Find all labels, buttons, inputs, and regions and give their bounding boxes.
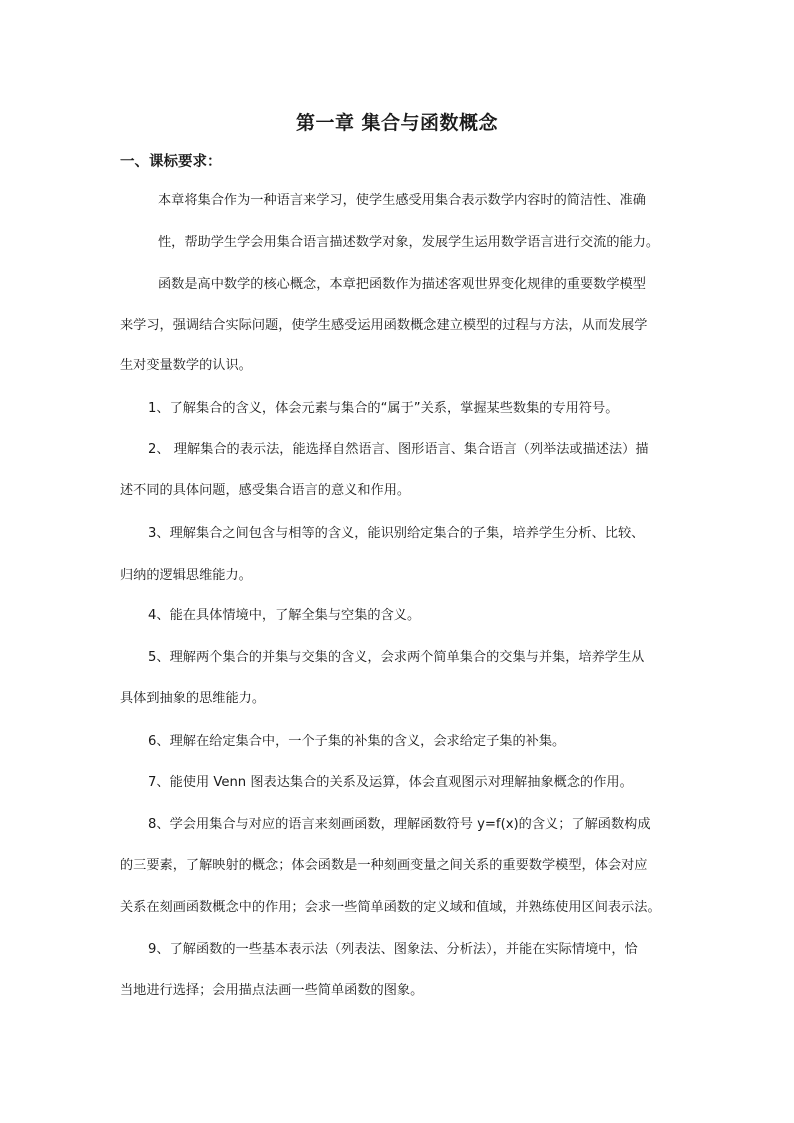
list-item-line: 8、学会用集合与对应的语言来刻画函数，理解函数符号 y=f(x)的含义；了解函数构成 bbox=[148, 817, 651, 832]
list-item-line: 当地进行选择；会用描点法画一些简单函数的图象。 bbox=[120, 983, 424, 998]
list-item-line: 2、 理解集合的表示法，能选择自然语言、图形语言、集合语言（列举法或描述法）描 bbox=[148, 442, 649, 457]
list-item-line: 6、理解在给定集合中，一个子集的补集的含义，会求给定子集的补集。 bbox=[148, 734, 566, 749]
list-item-line: 的三要素，了解映射的概念；体会函数是一种刻画变量之间关系的重要数学模型，体会对应 bbox=[120, 858, 648, 873]
section-heading: 一、课标要求： bbox=[120, 154, 222, 170]
paragraph-line: 生对变量数学的认识。 bbox=[120, 358, 252, 373]
list-item-line: 4、能在具体情境中，了解全集与空集的含义。 bbox=[148, 608, 421, 623]
list-item-line: 1、了解集合的含义，体会元素与集合的“属于”关系，掌握某些数集的专用符号。 bbox=[148, 401, 619, 416]
list-item-line: 7、能使用 Venn 图表达集合的关系及运算，体会直观图示对理解抽象概念的作用。 bbox=[148, 775, 633, 790]
paragraph-line: 函数是高中数学的核心概念，本章把函数作为描述客观世界变化规律的重要数学模型 bbox=[158, 277, 646, 292]
chapter-title: 第一章 集合与函数概念 bbox=[295, 112, 499, 134]
list-item-line: 5、理解两个集合的并集与交集的含义，会求两个简单集合的交集与并集，培养学生从 bbox=[148, 650, 645, 665]
list-item-line: 3、理解集合之间包含与相等的含义，能识别给定集合的子集，培养学生分析、比较、 bbox=[148, 526, 645, 541]
paragraph-line: 本章将集合作为一种语言来学习，使学生感受用集合表示数学内容时的简洁性、准确 bbox=[158, 193, 646, 208]
list-item-line: 具体到抽象的思维能力。 bbox=[120, 691, 266, 706]
paragraph-line: 性，帮助学生学会用集合语言描述数学对象，发展学生运用数学语言进行交流的能力。 bbox=[158, 235, 660, 250]
paragraph-line: 来学习，强调结合实际问题，使学生感受运用函数概念建立模型的过程与方法，从而发展学 bbox=[120, 318, 648, 333]
list-item-line: 9、了解函数的一些基本表示法（列表法、图象法、分析法），并能在实际情境中，恰 bbox=[148, 942, 638, 957]
list-item-line: 关系在刻画函数概念中的作用；会求一些简单函数的定义域和值域，并熟练使用区间表示法。 bbox=[120, 900, 661, 915]
list-item-line: 归纳的逻辑思维能力。 bbox=[120, 568, 252, 583]
list-item-line: 述不同的具体问题，感受集合语言的意义和作用。 bbox=[120, 483, 411, 498]
